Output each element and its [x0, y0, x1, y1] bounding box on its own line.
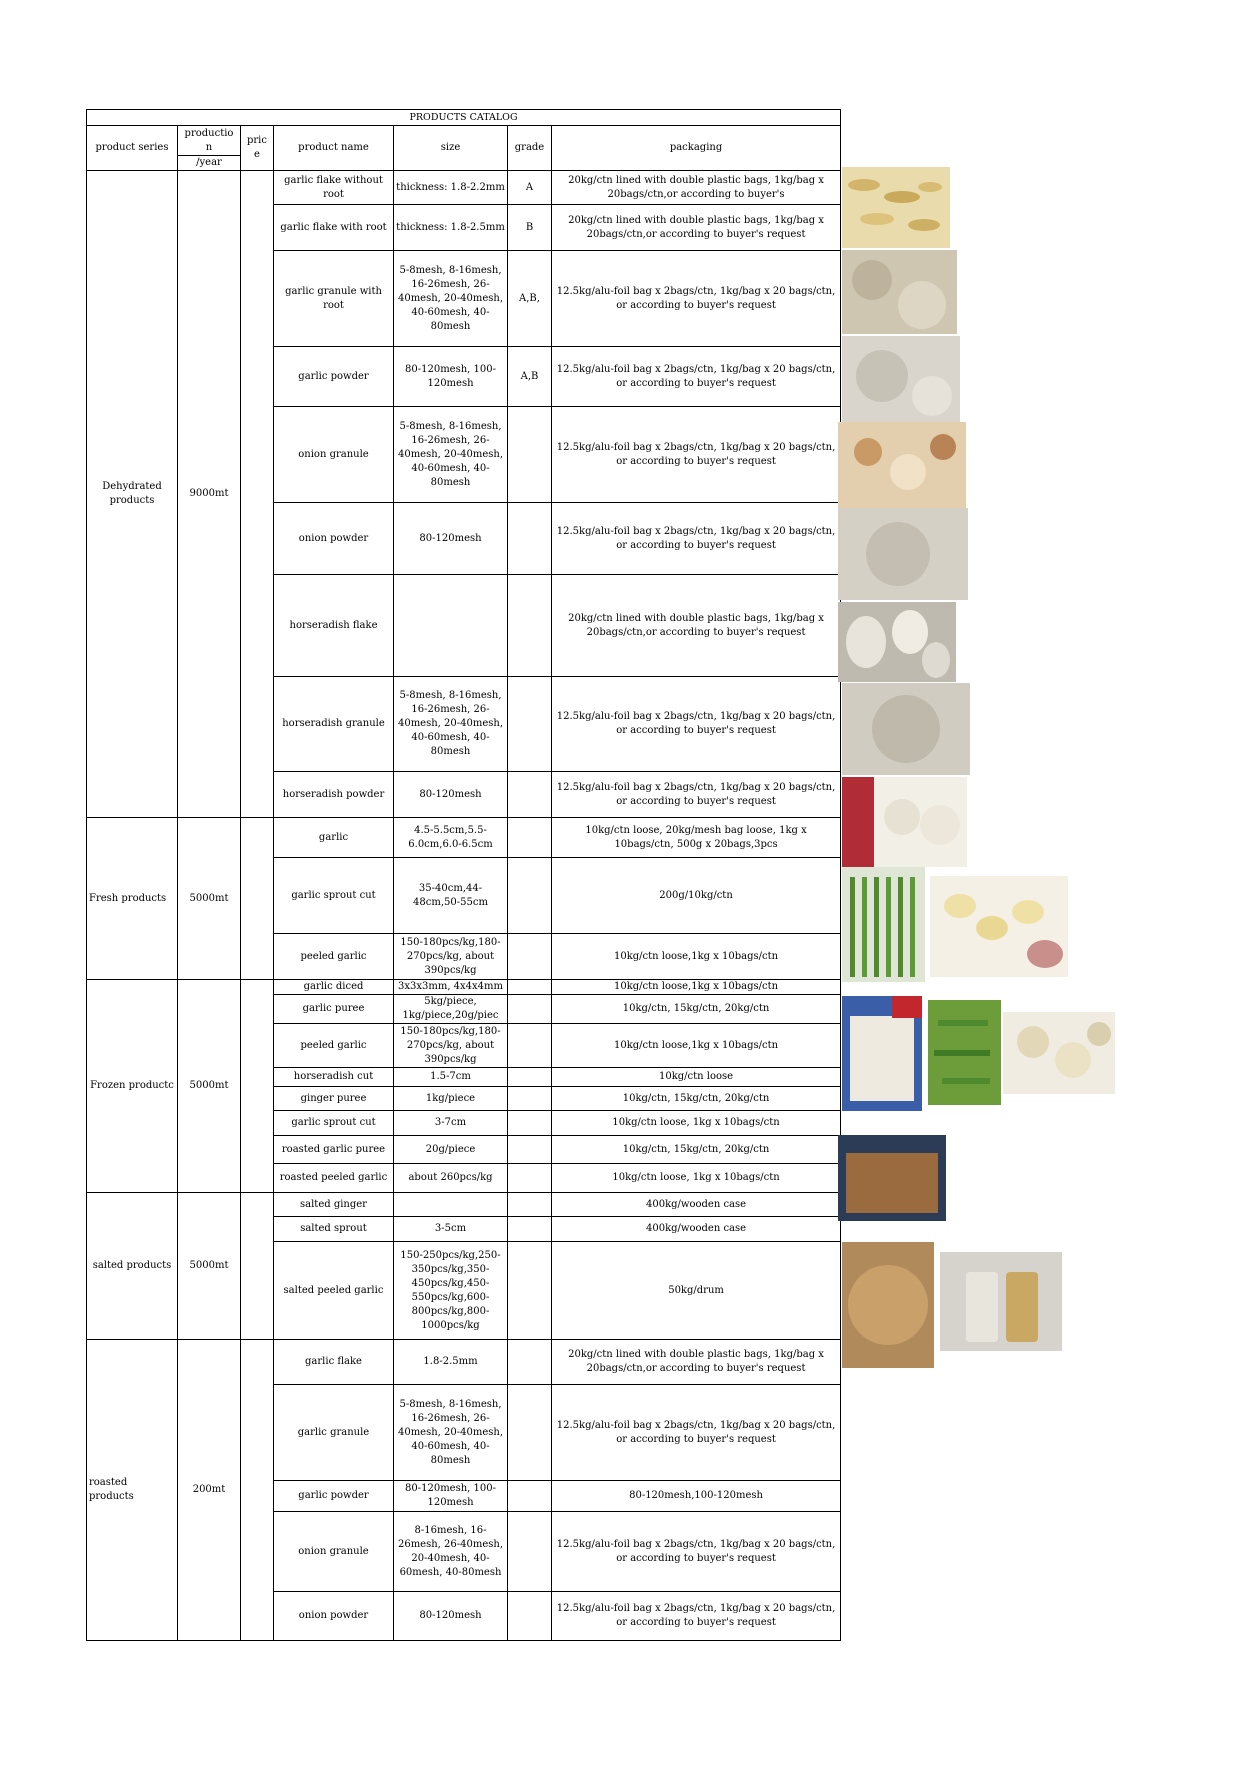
grade-cell: A: [508, 171, 552, 205]
grade-cell: [508, 1512, 552, 1592]
size-cell: 150-180pcs/kg,180-270pcs/kg, about 390pcs/kg: [394, 934, 508, 980]
size-cell: 80-120mesh: [394, 503, 508, 575]
grade-cell: [508, 980, 552, 995]
grade-cell: [508, 1592, 552, 1641]
grade-cell: [508, 1111, 552, 1136]
size-cell: 3-7cm: [394, 1111, 508, 1136]
grade-cell: [508, 858, 552, 934]
title-row: [87, 110, 841, 126]
product-name-cell: salted sprout: [274, 1217, 394, 1242]
grade-cell: [508, 1481, 552, 1512]
grade-cell: B: [508, 205, 552, 251]
grade-cell: [508, 772, 552, 818]
salted-jars-photo: [940, 1252, 1062, 1351]
grade-cell: [508, 818, 552, 858]
roasted-garlic-photo: [838, 1135, 946, 1221]
size-cell: 1.5-7cm: [394, 1068, 508, 1087]
production-cell: 5000mt: [178, 1193, 241, 1340]
grade-cell: [508, 677, 552, 772]
product-name-cell: salted ginger: [274, 1193, 394, 1217]
product-series-cell: Fresh products: [87, 818, 178, 980]
horseradish-flake-photo: [838, 602, 956, 682]
product-name-cell: garlic diced: [274, 980, 394, 995]
garlic-flake-photo: [842, 167, 950, 248]
frozen-peeled-garlic-photo: [1003, 1012, 1115, 1094]
product-series-cell: salted products: [87, 1193, 178, 1340]
size-cell: 5-8mesh, 8-16mesh, 16-26mesh, 26-40mesh, 20-40mesh, 40-60mesh, 40-80mesh: [394, 251, 508, 347]
packaging-cell: 10kg/ctn loose,1kg x 10bags/ctn: [552, 1024, 841, 1068]
grade-cell: [508, 407, 552, 503]
product-name-cell: onion granule: [274, 1512, 394, 1592]
product-row: [87, 171, 841, 205]
product-row: [87, 818, 841, 858]
grade-cell: [508, 1087, 552, 1111]
packaging-cell: 200g/10kg/ctn: [552, 858, 841, 934]
product-name-cell: garlic granule: [274, 1385, 394, 1481]
header-packaging: packaging: [552, 126, 841, 171]
product-name-cell: garlic puree: [274, 995, 394, 1024]
header-product-series: product series: [87, 126, 178, 171]
product-name-cell: peeled garlic: [274, 934, 394, 980]
size-cell: 5-8mesh, 8-16mesh, 16-26mesh, 26-40mesh, 20-40mesh, 40-60mesh, 40-80mesh: [394, 677, 508, 772]
grade-cell: [508, 934, 552, 980]
frozen-garlic-photo: [842, 996, 922, 1111]
products-catalog-table: [86, 109, 841, 1641]
packaging-cell: 80-120mesh,100-120mesh: [552, 1481, 841, 1512]
product-name-cell: garlic powder: [274, 1481, 394, 1512]
product-name-cell: peeled garlic: [274, 1024, 394, 1068]
header-production: productio n: [178, 126, 241, 156]
packaging-cell: 50kg/drum: [552, 1242, 841, 1340]
garlic-granule-photo: [842, 250, 957, 334]
grade-cell: [508, 995, 552, 1024]
garlic-sprout-photo: [842, 867, 925, 982]
size-cell: 5kg/piece, 1kg/piece,20g/piec: [394, 995, 508, 1024]
packaging-cell: 20kg/ctn lined with double plastic bags, 1kg/bag x 20bags/ctn,or according to buyer's: [552, 171, 841, 205]
product-name-cell: garlic powder: [274, 347, 394, 407]
catalog-title: PRODUCTS CATALOG: [87, 110, 841, 126]
size-cell: thickness: 1.8-2.5mm: [394, 205, 508, 251]
salted-garlic-photo: [842, 1242, 934, 1368]
size-cell: 3x3x3mm, 4x4x4mm: [394, 980, 508, 995]
size-cell: 8-16mesh, 16-26mesh, 26-40mesh, 20-40mesh, 40-60mesh, 40-80mesh: [394, 1512, 508, 1592]
onion-powder-photo: [838, 508, 968, 600]
price-cell: [241, 171, 274, 818]
packaging-cell: 10kg/ctn loose,1kg x 10bags/ctn: [552, 980, 841, 995]
packaging-cell: 10kg/ctn loose, 1kg x 10bags/ctn: [552, 1164, 841, 1193]
packaging-cell: 20kg/ctn lined with double plastic bags, 1kg/bag x 20bags/ctn,or according to buyer's request: [552, 575, 841, 677]
packaging-cell: 10kg/ctn, 15kg/ctn, 20kg/ctn: [552, 1136, 841, 1164]
header-grade: grade: [508, 126, 552, 171]
header-row: [87, 126, 841, 156]
production-cell: 200mt: [178, 1340, 241, 1641]
product-name-cell: garlic flake without root: [274, 171, 394, 205]
size-cell: about 260pcs/kg: [394, 1164, 508, 1193]
product-name-cell: garlic flake with root: [274, 205, 394, 251]
product-name-cell: garlic: [274, 818, 394, 858]
grade-cell: [508, 1068, 552, 1087]
header-production-unit: /year: [178, 156, 241, 171]
size-cell: [394, 575, 508, 677]
grade-cell: [508, 1340, 552, 1385]
price-cell: [241, 980, 274, 1193]
product-series-cell: roasted products: [87, 1340, 178, 1641]
size-cell: 80-120mesh, 100-120mesh: [394, 1481, 508, 1512]
product-name-cell: horseradish granule: [274, 677, 394, 772]
size-cell: 1.8-2.5mm: [394, 1340, 508, 1385]
grade-cell: A,B,: [508, 251, 552, 347]
grade-cell: [508, 1193, 552, 1217]
horseradish-granule-photo: [842, 683, 970, 775]
product-name-cell: ginger puree: [274, 1087, 394, 1111]
header-size: size: [394, 126, 508, 171]
size-cell: 1kg/piece: [394, 1087, 508, 1111]
product-name-cell: salted peeled garlic: [274, 1242, 394, 1340]
packaging-cell: 10kg/ctn loose, 20kg/mesh bag loose, 1kg x 10bags/ctn, 500g x 20bags,3pcs: [552, 818, 841, 858]
packaging-cell: 12.5kg/alu-foil bag x 2bags/ctn, 1kg/bag x 20 bags/ctn, or according to buyer's request: [552, 1592, 841, 1641]
price-cell: [241, 818, 274, 980]
packaging-cell: 12.5kg/alu-foil bag x 2bags/ctn, 1kg/bag x 20 bags/ctn, or according to buyer's request: [552, 1512, 841, 1592]
onion-granule-photo: [838, 422, 966, 508]
price-cell: [241, 1193, 274, 1340]
garlic-powder-photo: [842, 336, 960, 422]
packaging-cell: 12.5kg/alu-foil bag x 2bags/ctn, 1kg/bag x 20 bags/ctn, or according to buyer's request: [552, 347, 841, 407]
product-row: [87, 1193, 841, 1217]
size-cell: 20g/piece: [394, 1136, 508, 1164]
production-cell: 5000mt: [178, 818, 241, 980]
size-cell: 80-120mesh: [394, 772, 508, 818]
product-name-cell: horseradish flake: [274, 575, 394, 677]
packaging-cell: 10kg/ctn loose, 1kg x 10bags/ctn: [552, 1111, 841, 1136]
frozen-sprout-photo: [928, 1000, 1001, 1105]
product-series-cell: Dehydrated products: [87, 171, 178, 818]
packaging-cell: 12.5kg/alu-foil bag x 2bags/ctn, 1kg/bag x 20 bags/ctn, or according to buyer's request: [552, 251, 841, 347]
grade-cell: [508, 503, 552, 575]
header-product-name: product name: [274, 126, 394, 171]
packaging-cell: 12.5kg/alu-foil bag x 2bags/ctn, 1kg/bag x 20 bags/ctn, or according to buyer's request: [552, 1385, 841, 1481]
product-name-cell: garlic flake: [274, 1340, 394, 1385]
packaging-cell: 10kg/ctn, 15kg/ctn, 20kg/ctn: [552, 1087, 841, 1111]
fresh-garlic-photo: [842, 777, 967, 867]
size-cell: 35-40cm,44-48cm,50-55cm: [394, 858, 508, 934]
packaging-cell: 400kg/wooden case: [552, 1193, 841, 1217]
product-row: [87, 1340, 841, 1385]
size-cell: thickness: 1.8-2.2mm: [394, 171, 508, 205]
size-cell: 5-8mesh, 8-16mesh, 16-26mesh, 26-40mesh, 20-40mesh, 40-60mesh, 40-80mesh: [394, 1385, 508, 1481]
size-cell: 80-120mesh: [394, 1592, 508, 1641]
production-cell: 9000mt: [178, 171, 241, 818]
packaging-cell: 12.5kg/alu-foil bag x 2bags/ctn, 1kg/bag x 20 bags/ctn, or according to buyer's request: [552, 407, 841, 503]
size-cell: 80-120mesh, 100-120mesh: [394, 347, 508, 407]
size-cell: 3-5cm: [394, 1217, 508, 1242]
price-cell: [241, 1340, 274, 1641]
product-name-cell: horseradish powder: [274, 772, 394, 818]
packaging-cell: 10kg/ctn, 15kg/ctn, 20kg/ctn: [552, 995, 841, 1024]
product-name-cell: garlic sprout cut: [274, 858, 394, 934]
packaging-cell: 10kg/ctn loose: [552, 1068, 841, 1087]
catalog-body: [87, 110, 841, 1641]
packaging-cell: 12.5kg/alu-foil bag x 2bags/ctn, 1kg/bag x 20 bags/ctn, or according to buyer's request: [552, 772, 841, 818]
grade-cell: [508, 1242, 552, 1340]
grade-cell: [508, 1217, 552, 1242]
packaging-cell: 10kg/ctn loose,1kg x 10bags/ctn: [552, 934, 841, 980]
product-row: [87, 980, 841, 995]
grade-cell: A,B: [508, 347, 552, 407]
product-name-cell: roasted garlic puree: [274, 1136, 394, 1164]
production-cell: 5000mt: [178, 980, 241, 1193]
grade-cell: [508, 1136, 552, 1164]
product-name-cell: onion powder: [274, 503, 394, 575]
size-cell: [394, 1193, 508, 1217]
product-name-cell: onion powder: [274, 1592, 394, 1641]
product-name-cell: garlic granule with root: [274, 251, 394, 347]
size-cell: 5-8mesh, 8-16mesh, 16-26mesh, 26-40mesh, 20-40mesh, 40-60mesh, 40-80mesh: [394, 407, 508, 503]
product-series-cell: Frozen productc: [87, 980, 178, 1193]
product-name-cell: onion granule: [274, 407, 394, 503]
header-price: pric e: [241, 126, 274, 171]
peeled-garlic-photo: [930, 876, 1068, 977]
product-name-cell: garlic sprout cut: [274, 1111, 394, 1136]
size-cell: 4.5-5.5cm,5.5-6.0cm,6.0-6.5cm: [394, 818, 508, 858]
product-name-cell: horseradish cut: [274, 1068, 394, 1087]
packaging-cell: 400kg/wooden case: [552, 1217, 841, 1242]
grade-cell: [508, 1385, 552, 1481]
grade-cell: [508, 575, 552, 677]
packaging-cell: 20kg/ctn lined with double plastic bags, 1kg/bag x 20bags/ctn,or according to buyer's request: [552, 205, 841, 251]
size-cell: 150-180pcs/kg,180-270pcs/kg, about 390pcs/kg: [394, 1024, 508, 1068]
grade-cell: [508, 1024, 552, 1068]
packaging-cell: 12.5kg/alu-foil bag x 2bags/ctn, 1kg/bag x 20 bags/ctn, or according to buyer's request: [552, 677, 841, 772]
product-name-cell: roasted peeled garlic: [274, 1164, 394, 1193]
packaging-cell: 20kg/ctn lined with double plastic bags, 1kg/bag x 20bags/ctn,or according to buyer's request: [552, 1340, 841, 1385]
packaging-cell: 12.5kg/alu-foil bag x 2bags/ctn, 1kg/bag x 20 bags/ctn, or according to buyer's request: [552, 503, 841, 575]
grade-cell: [508, 1164, 552, 1193]
size-cell: 150-250pcs/kg,250-350pcs/kg,350-450pcs/kg,450-550pcs/kg,600-800pcs/kg,800-1000pcs/kg: [394, 1242, 508, 1340]
